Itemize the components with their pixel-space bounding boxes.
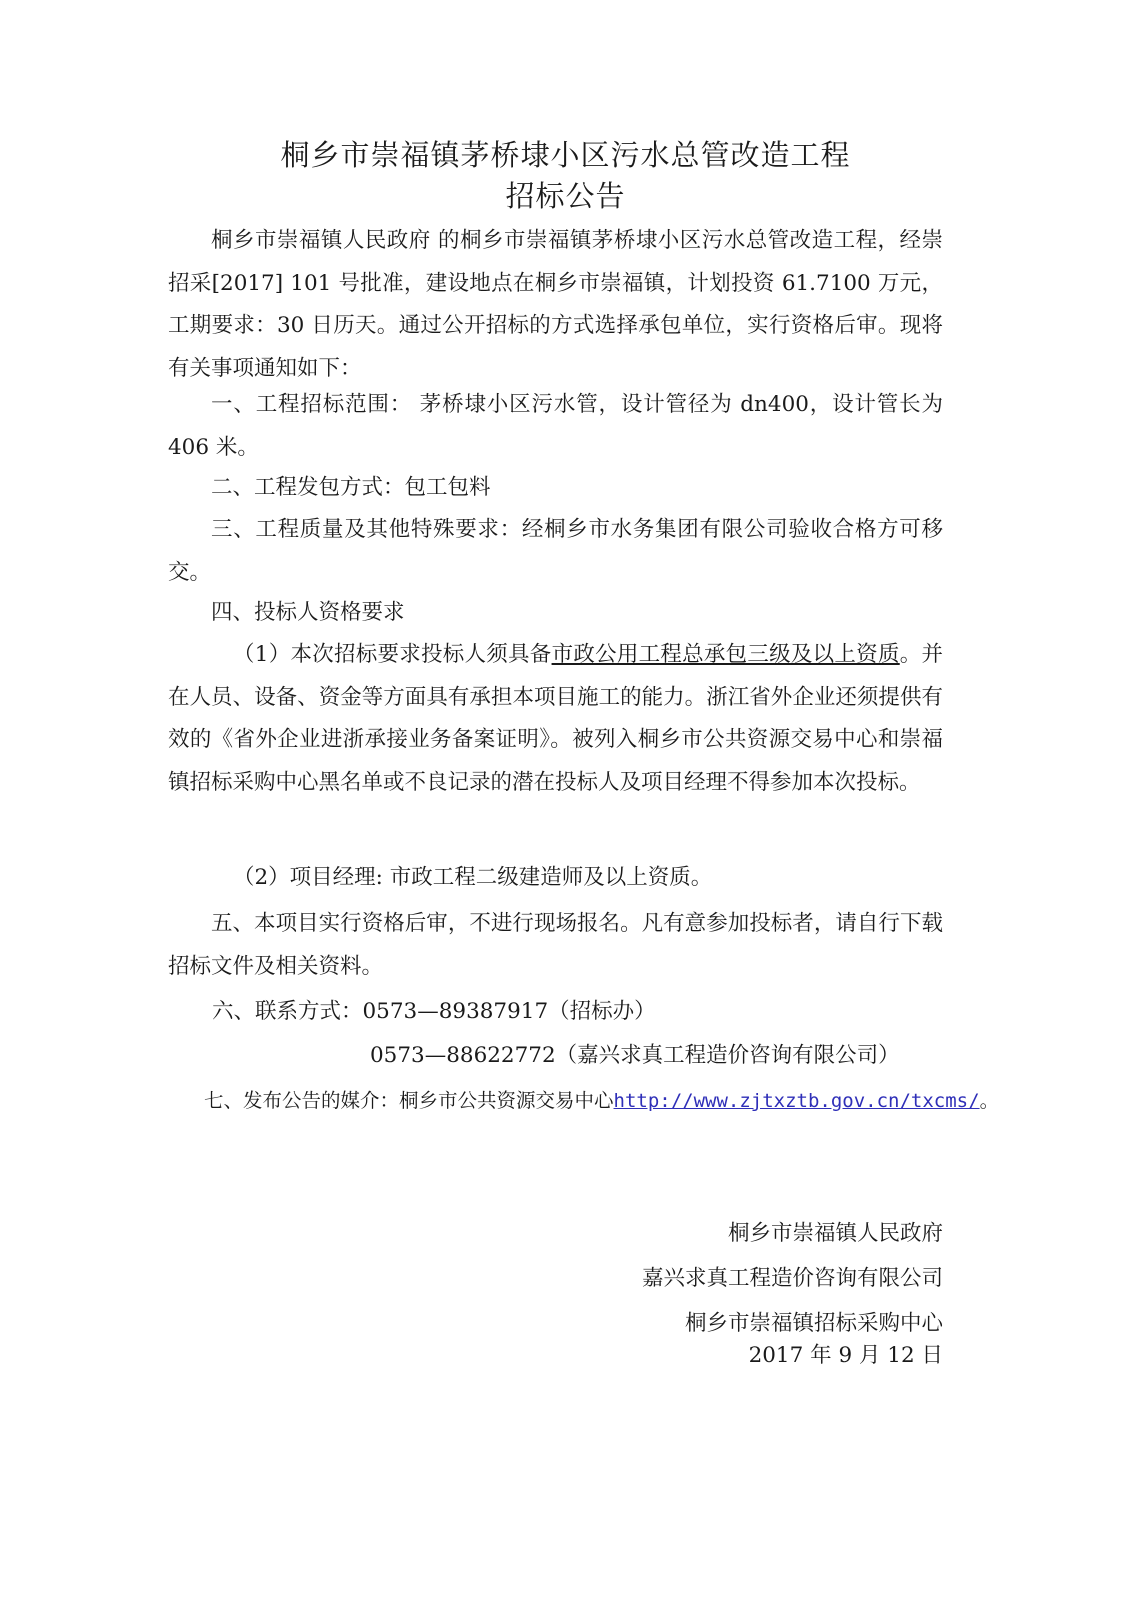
signature-date: 2017 年 9 月 12 日: [748, 1343, 943, 1368]
section-5-review: 五、本项目实行资格后审，不进行现场报名。凡有意参加投标者，请自行下载招标文件及相关资料。: [168, 911, 943, 979]
document-title-line1: 桐乡市崇福镇茅桥埭小区污水总管改造工程: [280, 138, 851, 172]
section-4-heading: 四、投标人资格要求: [211, 600, 405, 625]
section-4-1-prefix: （1）本次招标要求投标人须具备: [233, 642, 552, 667]
section-1-scope: 一、工程招标范围： 茅桥埭小区污水管，设计管径为 dn400，设计管长为 406 米。: [168, 392, 943, 460]
document-title-line2: 招标公告: [505, 179, 626, 213]
section-4-1-required-qualification: 市政公用工程总承包三级及以上资质: [551, 642, 900, 667]
section-7-suffix: 。: [979, 1090, 1000, 1112]
announcement-url-link[interactable]: http://www.zjtxztb.gov.cn/txcms/: [613, 1090, 980, 1112]
signature-org-consultant: 嘉兴求真工程造价咨询有限公司: [641, 1266, 943, 1291]
section-7-prefix: 七、发布公告的媒介：桐乡市公共资源交易中心: [204, 1090, 614, 1112]
section-7-media: [204, 1086, 999, 1116]
section-3-quality: 三、工程质量及其他特殊要求：经桐乡市水务集团有限公司验收合格方可移交。: [168, 517, 943, 585]
section-4-1-suffix: 。并在人员、设备、资金等方面具有承担本项目施工的能力。浙江省外企业还须提供有效的《省外企业进浙承接业务备案证明》。被列入桐乡市公共资源交易中心和崇福镇招标采购中心黑名单或不良记录的潜在投标人及项目经理不得参加本次投标。: [168, 642, 943, 795]
signature-org-government: 桐乡市崇福镇人民政府: [727, 1221, 943, 1246]
section-4-2-project-manager: （2）项目经理: 市政工程二级建造师及以上资质。: [233, 865, 713, 890]
signature-org-procurement-center: 桐乡市崇福镇招标采购中心: [684, 1311, 943, 1336]
section-4-1-qualification: [168, 634, 943, 804]
section-6-contact-line2: 0573—88622772（嘉兴求真工程造价咨询有限公司）: [370, 1043, 900, 1068]
section-2-contract-mode: 二、工程发包方式：包工包料: [211, 475, 491, 500]
section-6-contact-line1: 六、联系方式：0573—89387917（招标办）: [212, 999, 656, 1024]
intro-paragraph: 桐乡市崇福镇人民政府 的桐乡市崇福镇茅桥埭小区污水总管改造工程，经崇招采[2017] 101 号批准，建设地点在桐乡市崇福镇，计划投资 61.7100 万元，工期要求：30 日历天。通过公开招标的方式选择承包单位，实行资格后审。现将有关事项通知如下：: [168, 228, 943, 381]
